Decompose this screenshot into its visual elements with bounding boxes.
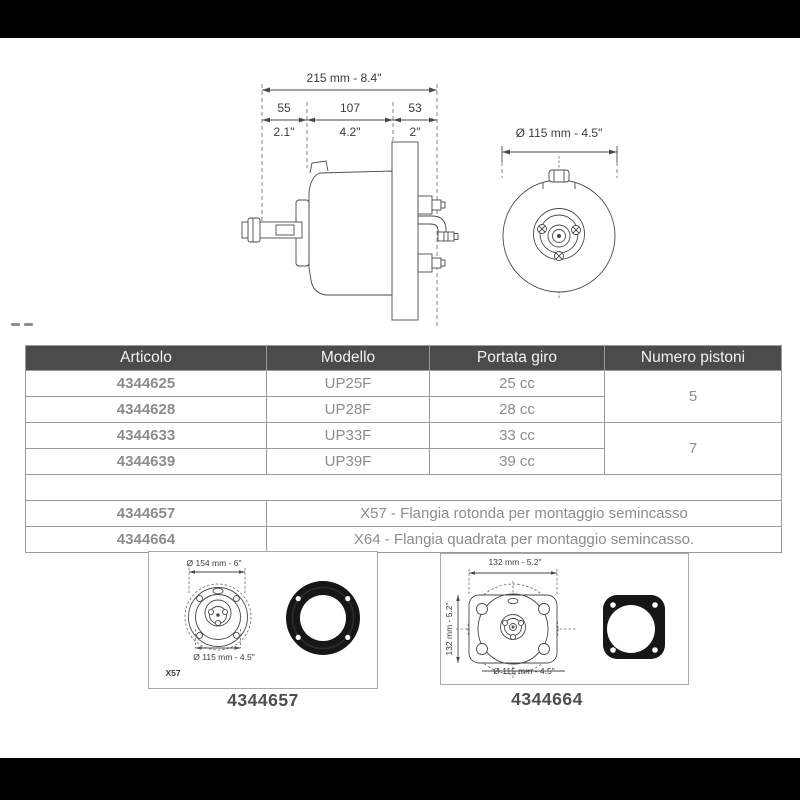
table-row-flange bbox=[26, 501, 782, 527]
round-flange-outer-dimension: Ø 154 mm - 6" bbox=[186, 558, 242, 568]
articolo-cell: 4344639 bbox=[26, 449, 267, 475]
pump-side-view-drawing bbox=[240, 60, 480, 340]
round-flange-inner-dimension: Ø 115 mm - 4.5" bbox=[193, 652, 255, 662]
square-flange-width-dimension: 132 mm - 5.2" bbox=[488, 557, 542, 567]
pistoni-cell-5: 5 bbox=[605, 371, 782, 423]
modello-cell: UP25F bbox=[267, 371, 430, 397]
segment-in-42: 4.2" bbox=[339, 125, 361, 139]
stray-mark bbox=[24, 323, 33, 326]
modello-cell: UP28F bbox=[267, 397, 430, 423]
modello-cell: UP39F bbox=[267, 449, 430, 475]
pistoni-cell-7: 7 bbox=[605, 423, 782, 475]
articolo-cell: 4344628 bbox=[26, 397, 267, 423]
square-flange-inner-dimension: Ø 115 mm - 4.5" bbox=[493, 666, 555, 676]
segment-mm-107: 107 bbox=[339, 101, 361, 115]
articolo-cell: 4344625 bbox=[26, 371, 267, 397]
letterbox-top bbox=[0, 0, 800, 38]
round-flange-photo bbox=[286, 581, 360, 655]
front-diameter-dimension: Ø 115 mm - 4.5" bbox=[515, 126, 603, 140]
portata-cell: 33 cc bbox=[430, 423, 605, 449]
round-flange-panel bbox=[148, 551, 378, 689]
letterbox-bottom bbox=[0, 758, 800, 800]
descrizione-cell: X57 - Flangia rotonda per montaggio semincasso bbox=[267, 501, 782, 527]
segment-in-21: 2.1" bbox=[273, 125, 295, 139]
square-flange-photo bbox=[603, 595, 665, 659]
square-flange-part-number: 4344664 bbox=[511, 689, 583, 709]
header-articolo: Articolo bbox=[26, 346, 267, 371]
header-modello: Modello bbox=[267, 346, 430, 371]
table-separator bbox=[26, 475, 782, 501]
articolo-cell: 4344633 bbox=[26, 423, 267, 449]
round-flange-part-number: 4344657 bbox=[227, 690, 299, 710]
segment-mm-55: 55 bbox=[277, 101, 291, 115]
square-flange-height-dimension: 132 mm - 5.2" bbox=[444, 602, 454, 656]
round-flange-code: X57 bbox=[165, 668, 181, 678]
table-header-row bbox=[26, 346, 782, 371]
table-row-flange bbox=[26, 527, 782, 553]
overall-width-dimension: 215 mm - 8.4" bbox=[306, 71, 382, 85]
portata-cell: 25 cc bbox=[430, 371, 605, 397]
stray-mark bbox=[11, 323, 20, 326]
table-row bbox=[26, 423, 782, 449]
articolo-cell: 4344657 bbox=[26, 501, 267, 527]
header-pistoni: Numero pistoni bbox=[605, 346, 782, 371]
segment-in-2: 2" bbox=[409, 125, 421, 139]
header-portata: Portata giro bbox=[430, 346, 605, 371]
square-flange-panel bbox=[440, 553, 689, 685]
portata-cell: 28 cc bbox=[430, 397, 605, 423]
modello-cell: UP33F bbox=[267, 423, 430, 449]
spec-table bbox=[25, 345, 782, 553]
descrizione-cell: X64 - Flangia quadrata per montaggio semincasso. bbox=[267, 527, 782, 553]
articolo-cell: 4344664 bbox=[26, 527, 267, 553]
portata-cell: 39 cc bbox=[430, 449, 605, 475]
segment-mm-53: 53 bbox=[408, 101, 422, 115]
pump-front-view-drawing bbox=[480, 110, 665, 340]
table-row bbox=[26, 371, 782, 397]
